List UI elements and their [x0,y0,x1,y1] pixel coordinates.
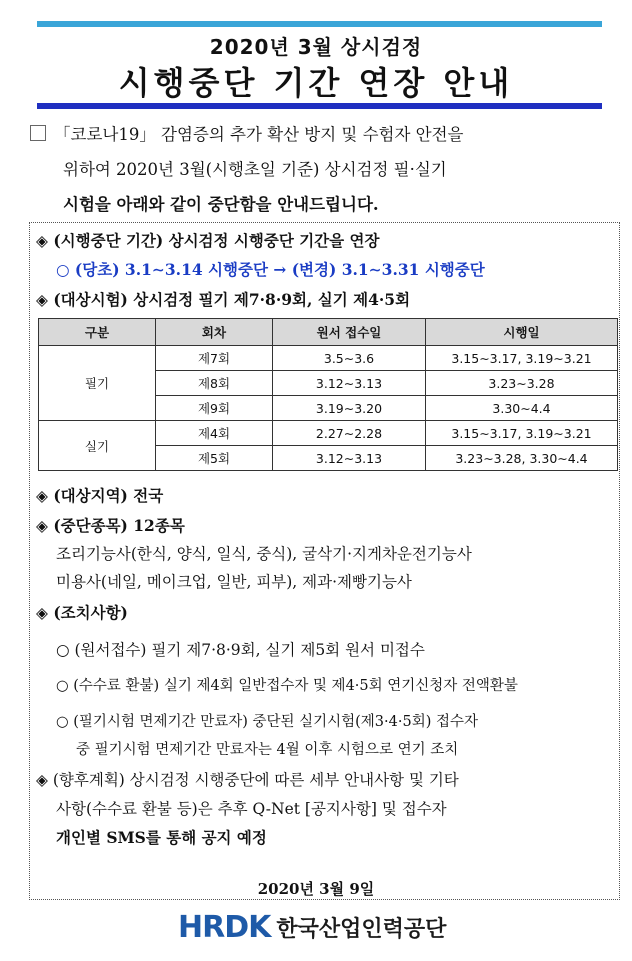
intro-line-2: 위하여 2020년 3월(시행초일 기준) 상시검정 필·실기 [63,160,447,179]
table-header-cell: 원서 접수일 [273,319,426,346]
table-row [39,346,618,371]
table-cell: 3.19∼3.20 [273,396,426,421]
section-items-heading: ◈ (중단종목) 12종목 [36,516,185,535]
table-header-row [39,319,618,346]
header-bottom-bar [37,103,602,109]
section-period-detail: ○ (당초) 3.1∼3.14 시행중단 → (변경) 3.1∼3.31 시행중단 [56,260,485,279]
table-header-cell: 구분 [39,319,156,346]
intro-line-1: 「코로나19」 감염증의 추가 확산 방지 및 수험자 안전을 [30,117,620,152]
page-title: 시행중단 기간 연장 안내 [118,64,514,102]
future-plan-line-3: 개인별 SMS를 통해 공지 예정 [56,828,267,847]
table-cell: 3.15∼3.17, 3.19∼3.21 [426,421,618,446]
schedule-table [38,318,618,471]
header-top-bar [37,21,602,27]
notice-date: 2020년 3월 9일 [257,880,375,898]
organization-name: 한국산업인력공단 [276,916,447,942]
action-item-3-cont: 중 필기시험 면제기간 만료자는 4월 이후 시험으로 연기 조치 [76,742,459,758]
table-cell: 3.12∼3.13 [273,371,426,396]
table-cell: 3.15∼3.17, 3.19∼3.21 [426,346,618,371]
checkbox-square-icon [30,125,46,141]
action-item-2: ○ (수수료 환불) 실기 제4회 일반접수자 및 제4·5회 연기신청자 전액환불 [56,678,518,694]
section-future-plan: ◈ (향후계획) 상시검정 시행중단에 따른 세부 안내사항 및 기타 [36,771,459,789]
table-cell: 3.12∼3.13 [273,446,426,471]
table-group-label: 실기 [39,421,156,471]
intro-paragraph [30,117,620,222]
items-line-1: 조리기능사(한식, 양식, 일식, 중식), 굴삭기·지게차운전기능사 [56,545,472,563]
table-group-label: 필기 [39,346,156,421]
table-cell: 제8회 [156,371,273,396]
section-period-heading: ◈ (시행중단 기간) 상시검정 시행중단 기간을 연장 [36,231,380,250]
table-cell: 제4회 [156,421,273,446]
organization-logo [178,907,446,947]
table-cell: 3.23∼3.28 [426,371,618,396]
future-plan-line-2: 사항(수수료 환불 등)은 추후 Q-Net [공지사항] 및 접수자 [56,800,447,818]
action-item-3: ○ (필기시험 면제기간 만료자) 중단된 실기시험(제3·4·5회) 접수자 [56,714,478,730]
table-cell: 2.27∼2.28 [273,421,426,446]
page-subtitle: 2020년 3월 상시검정 [209,35,423,59]
table-cell: 제9회 [156,396,273,421]
table-cell: 제5회 [156,446,273,471]
table-header-cell: 회차 [156,319,273,346]
table-header-cell: 시행일 [426,319,618,346]
hrdk-logo-mark: HRDK [178,909,271,945]
section-action-heading: ◈ (조치사항) [36,603,128,622]
table-cell: 제7회 [156,346,273,371]
table-cell: 3.5∼3.6 [273,346,426,371]
section-target-heading: ◈ (대상시험) 상시검정 필기 제7·8·9회, 실기 제4·5회 [36,290,411,309]
items-line-2: 미용사(네일, 메이크업, 일반, 피부), 제과·제빵기능사 [56,573,412,591]
intro-line-3: 시험을 아래와 같이 중단함을 안내드립니다. [63,195,379,214]
table-cell: 3.30∼4.4 [426,396,618,421]
section-region-heading: ◈ (대상지역) 전국 [36,486,164,505]
action-item-1: ○ (원서접수) 필기 제7·8·9회, 실기 제5회 원서 미접수 [56,641,425,659]
table-row [39,421,618,446]
table-cell: 3.23∼3.28, 3.30∼4.4 [426,446,618,471]
